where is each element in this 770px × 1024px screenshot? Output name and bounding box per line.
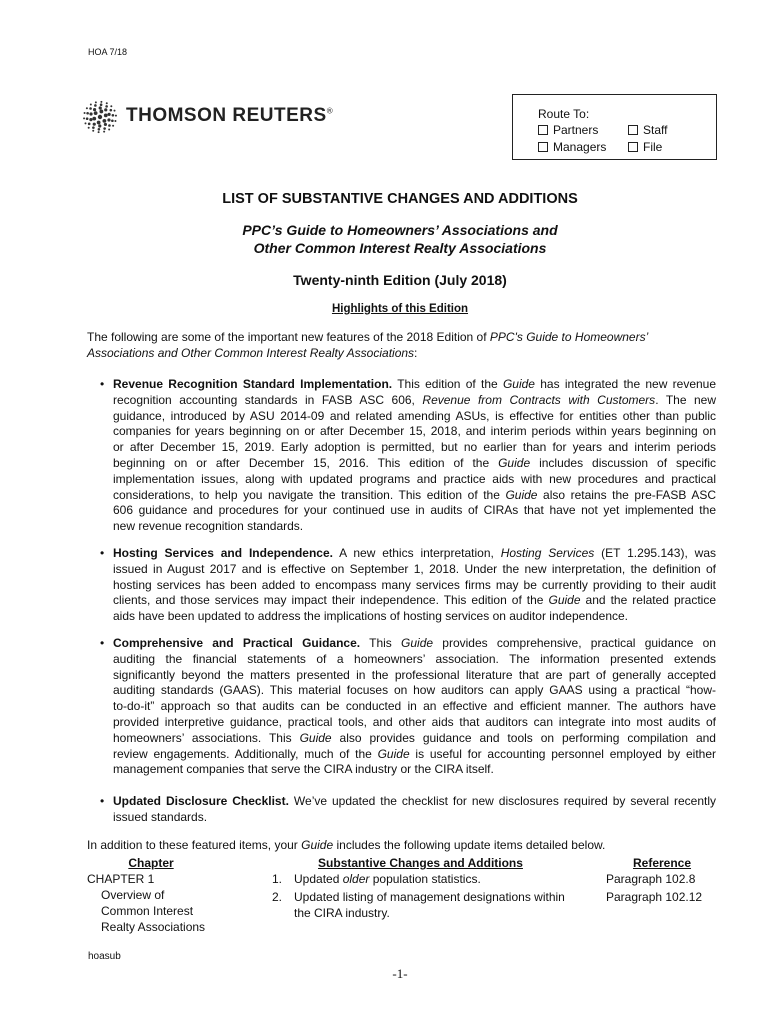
bullet-item (113, 636, 716, 778)
bullet-line: significantly beyond the matters presented in the professional literature that are part of generally accepted (113, 667, 716, 682)
bullet-line: Comprehensive and Practical Guidance. This Guide provides comprehensive, practical guidance on (113, 636, 716, 650)
chapter-name-line: Common Interest (101, 904, 194, 918)
bullet-line: homeowners’ associations. This Guide also provides guidance and tools on performing compilation and (113, 730, 716, 745)
bullet-line: issued standards. (113, 809, 208, 824)
bullet-line: to-do-it” approach so that audits can be conducted in an effective and efficient manner. The authors have (113, 699, 716, 714)
bullet-item (113, 546, 716, 625)
column-header-reference: Reference (632, 856, 692, 870)
column-header-chapter: Chapter (128, 856, 174, 870)
route-option-label: Staff (643, 123, 668, 137)
route-to-title: Route To: (538, 107, 590, 121)
checkbox-icon[interactable] (538, 125, 548, 135)
guide-title-line-1: PPC’s Guide to Homeowners’ Associations and (242, 222, 558, 238)
guide-title-line-2: Other Common Interest Realty Associations (253, 240, 547, 256)
bullet-heading: Comprehensive and Practical Guidance. (113, 636, 361, 650)
chapter-name-line: Realty Associations (101, 920, 206, 934)
document-code: HOA 7/18 (88, 47, 128, 57)
highlights-heading: Highlights of this Edition (331, 303, 469, 315)
registered-mark: ® (326, 106, 334, 116)
edition-title: Twenty-ninth Edition (July 2018) (293, 272, 507, 288)
thomson-reuters-logo-icon (80, 99, 120, 135)
chapter-name-line: Overview of (101, 888, 165, 902)
bullet-line: auditing the financial statements of a homeowners’ association. The information presented extends (113, 651, 716, 666)
route-to-box (512, 94, 717, 160)
route-option-label: Partners (553, 123, 599, 137)
column-header-changes: Substantive Changes and Additions (318, 856, 523, 870)
bullet-line: management companies that serve the CIRA industry or the CIRA itself. (113, 762, 494, 777)
chapter-number: CHAPTER 1 (87, 872, 155, 886)
route-option-label: Managers (553, 140, 607, 154)
document-title: LIST OF SUBSTANTIVE CHANGES AND ADDITIONS (222, 191, 578, 207)
bullet-line: hosting services has been added to encompass many services firms may be currently providing to their audit (113, 577, 716, 592)
checkbox-icon[interactable] (628, 125, 638, 135)
item-reference: Paragraph 102.12 (606, 890, 703, 904)
bullet-line: review engagements. Additionally, much of the Guide is useful for accounting personnel employed by either (113, 746, 717, 761)
logo-name: THOMSON REUTERS (126, 105, 327, 126)
bullet-line: considerations, to help you navigate the transition. This edition of the Guide also retains the pre-FASB ASC (113, 487, 716, 502)
bullet-line: Updated Disclosure Checklist. We’ve updated the checklist for new disclosures required by several recently (113, 794, 717, 808)
item-reference: Paragraph 102.8 (606, 872, 696, 886)
route-option-staff[interactable] (628, 123, 667, 137)
bullet-dot-icon: • (100, 636, 105, 650)
item-text: Updated listing of management designations within (294, 890, 565, 904)
bullet-line: guidance, introduced by ASU 2014-09 and related amending ASUs, is effective for entities other than public (113, 408, 716, 423)
bullet-line: or after December 15, 2019. Early adoption is permitted, but no earlier than for years and interim periods (113, 440, 716, 455)
checkbox-icon[interactable] (538, 142, 548, 152)
bullet-line: Revenue Recognition Standard Implementation. This edition of the Guide has integrated the new revenue (113, 377, 717, 391)
item-text: the CIRA industry. (294, 906, 390, 920)
table-intro: In addition to these featured items, your Guide includes the following update items detailed below. (87, 838, 606, 852)
company-logo-text (126, 105, 333, 127)
route-option-label: File (643, 140, 663, 154)
bullet-line: auditing standards (GAAS). This material focuses on how auditors can apply GAAS using a practical “how- (113, 683, 716, 698)
bullet-heading: Updated Disclosure Checklist. (113, 794, 289, 808)
bullet-line: issued in August 2017 and is effective on September 1, 2018. Under the new interpretation, the definition of (113, 561, 716, 576)
checkbox-icon[interactable] (628, 142, 638, 152)
bullet-line: beginning on or after December 15, 2016. This edition of the Guide includes discussion of specific (113, 455, 716, 470)
bullet-dot-icon: • (100, 794, 105, 808)
route-option-managers[interactable] (538, 140, 606, 154)
footer-code: hoasub (88, 951, 121, 962)
item-number: 2. (272, 890, 283, 904)
bullet-heading: Hosting Services and Independence. (113, 546, 333, 560)
bullet-line: 606 guidance and procedures for your continued use in audits of CIRAs that have not yet implemented the (113, 503, 716, 518)
bullet-item (113, 794, 716, 826)
bullet-line: companies for years beginning on or after December 15, 2018, and interim periods within years beginning on (113, 424, 716, 439)
bullet-line: clients, and those services may impact their independence. This edition of the Guide and the related practice (113, 593, 716, 608)
page-number: -1- (392, 966, 408, 981)
item-number: 1. (272, 872, 283, 886)
item-text: Updated older population statistics. (294, 872, 481, 886)
bullet-heading: Revenue Recognition Standard Implementation. (113, 377, 393, 391)
bullet-dot-icon: • (100, 377, 105, 391)
bullet-item (113, 377, 716, 535)
bullet-line: provided interpretive guidance, practical tools, and other aids that auditors can integrate into most audits of (113, 714, 716, 729)
bullet-line: aids have been updated to address the implications of hosting services on auditor independence. (113, 609, 629, 624)
bullet-line: Hosting Services and Independence. A new ethics interpretation, Hosting Services (ET 1.295.143), was (113, 546, 716, 560)
intro-paragraph: The following are some of the important new features of the 2018 Edition of PPC's Guide to Homeowners’ Associations and Other Common Interest Realty Associations: (87, 330, 649, 360)
bullet-line: new revenue recognition standards. (113, 519, 304, 534)
route-option-file[interactable] (628, 140, 662, 154)
bullet-line: recognition accounting standards in FASB ASC 606, Revenue from Contracts with Customers. The new (113, 392, 717, 407)
bullet-line: implementation issues, along with updated programs and practice aids with new procedures and practical (113, 471, 716, 486)
route-option-partners[interactable] (538, 123, 598, 137)
bullet-dot-icon: • (100, 546, 105, 560)
